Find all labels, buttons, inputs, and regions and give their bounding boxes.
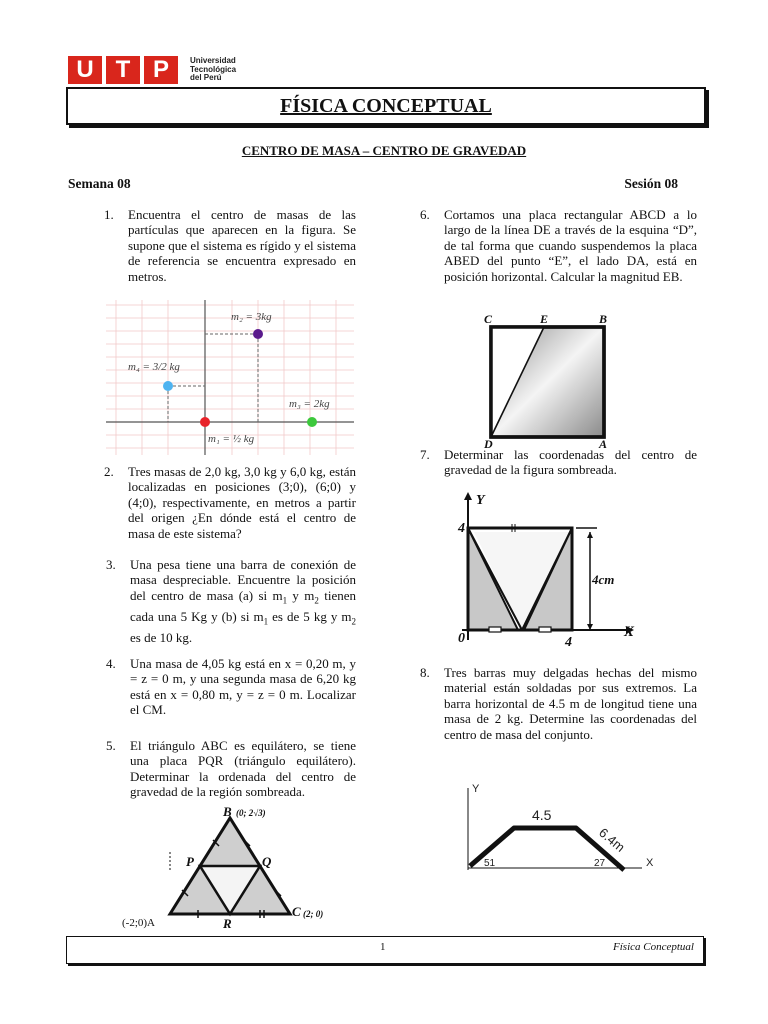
mass-m2-point xyxy=(253,329,263,339)
question-1: 1. Encuentra el centro de masas de las partículas que aparecen en la figura. Se supone que el sistema es rígido y el sistema de referencia se encuentra expresado en metros. xyxy=(104,207,356,284)
figure-triangle xyxy=(118,802,338,932)
corner-c-label: C xyxy=(484,312,493,326)
corner-a-label: A xyxy=(599,437,608,450)
tick-x-4: 4 xyxy=(565,635,572,650)
axis-y-label: Y xyxy=(472,783,480,795)
subtitle: CENTRO DE MASA – CENTRO DE GRAVEDAD xyxy=(241,143,527,158)
logo-letter-u: U xyxy=(68,56,102,84)
vertex-a-label: (-2;0)A xyxy=(122,917,155,929)
dimension-label: 4cm xyxy=(592,572,615,587)
top-bar-length: 4.5 xyxy=(532,807,552,823)
corner-d-label: D xyxy=(484,437,493,450)
institution-name: Universidad Tecnológica del Perú xyxy=(190,56,237,83)
utp-logo xyxy=(68,54,236,86)
question-6: 6. Cortamos una placa rectangular ABCD a lo largo de la línea DE a través de la esquina “D”, de tal forma que cuando suspendemos la placa ABED del punto “E”, el lado DA, está en posición horizontal. Calcular la magnitud EB. xyxy=(420,207,697,284)
slant-bar-length: 6.4m xyxy=(596,824,628,855)
session-label: Sesión 08 xyxy=(624,176,678,191)
week-label: Semana 08 xyxy=(68,176,131,191)
logo-letter-t: T xyxy=(106,56,140,84)
mass-m4-label: m₄ = 3/2 kg xyxy=(128,361,180,373)
question-2: 2. Tres masas de 2,0 kg, 3,0 kg y 6,0 kg, están localizadas en posiciones (3;0), (6;0) y (4;0), respectivamente, en metros a partir del origen ¿En dónde está el centro de masa de este sistema? xyxy=(104,464,356,541)
vertex-c-label: C xyxy=(292,904,301,919)
angle-51: 51 xyxy=(484,858,496,869)
question-8: 8. Tres barras muy delgadas hechas del mismo material están soldadas por sus extremos. La barra horizontal de 4.5 m de longitud tiene una masa de 2 kg. Determine las coordenadas del centro de masa del conjunto. xyxy=(420,665,697,742)
axis-y-label: Y xyxy=(476,493,485,508)
axis-x-label: X xyxy=(646,857,654,869)
tick-y-4: 4 xyxy=(458,521,465,536)
mass-m2-label: m₂ = 3kg xyxy=(231,311,272,323)
page-number: 1 xyxy=(380,941,386,953)
footer-title: Física Conceptual xyxy=(613,941,694,953)
mass-m3-label: m₃ = 2kg xyxy=(289,398,330,410)
vertex-p-label: P xyxy=(186,854,194,869)
origin-label: 0 xyxy=(458,631,465,646)
page-title: FÍSICA CONCEPTUAL xyxy=(280,94,492,117)
axis-x-label: X xyxy=(624,624,635,640)
figure-bars xyxy=(462,770,674,878)
question-4: 4. Una masa de 4,05 kg está en x = 0,20 m, y = z = 0 m, y una segunda masa de 6,20 kg está en x = 0,80 m, y = z = 0 m. Localizar el CM. xyxy=(106,656,356,718)
logo-letter-p: P xyxy=(144,56,178,84)
angle-27: 27 xyxy=(594,858,606,869)
point-e-label: E xyxy=(540,312,549,326)
vertex-c-coord: (2; 0) xyxy=(303,909,324,919)
mass-m1-point xyxy=(200,417,210,427)
mass-m1-label: m₁ = ½ kg xyxy=(208,433,255,445)
figure-particles xyxy=(106,300,354,455)
figure-rectangle xyxy=(478,310,618,450)
figure-shaded xyxy=(452,490,672,650)
vertex-q-label: Q xyxy=(262,854,272,869)
question-7: 7. Determinar las coordenadas del centro de gravedad de la figura sombreada. xyxy=(420,447,697,478)
mass-m3-point xyxy=(307,417,317,427)
vertex-r-label: R xyxy=(223,916,232,931)
question-3: 3. Una pesa tiene una barra de conexión de masa despreciable. Encuentre la posición del centro de masa (a) si $m_1$ y $m_2$ tienen cada una 5 Kg y (b) si $m_1$ es de 5 kg y $m_2$ es de 10 kg. xyxy=(106,557,356,645)
vertex-b-label: B xyxy=(223,804,232,819)
vertex-b-coord: (0; 2√3) xyxy=(236,808,266,818)
mass-m4-point xyxy=(163,381,173,391)
question-5: 5. El triángulo ABC es equilátero, se tiene una placa PQR (triángulo equilátero). Determinar la ordenada del centro de gravedad de la región sombreada. xyxy=(106,738,356,800)
title-box xyxy=(66,87,706,125)
corner-b-label: B xyxy=(599,312,608,326)
